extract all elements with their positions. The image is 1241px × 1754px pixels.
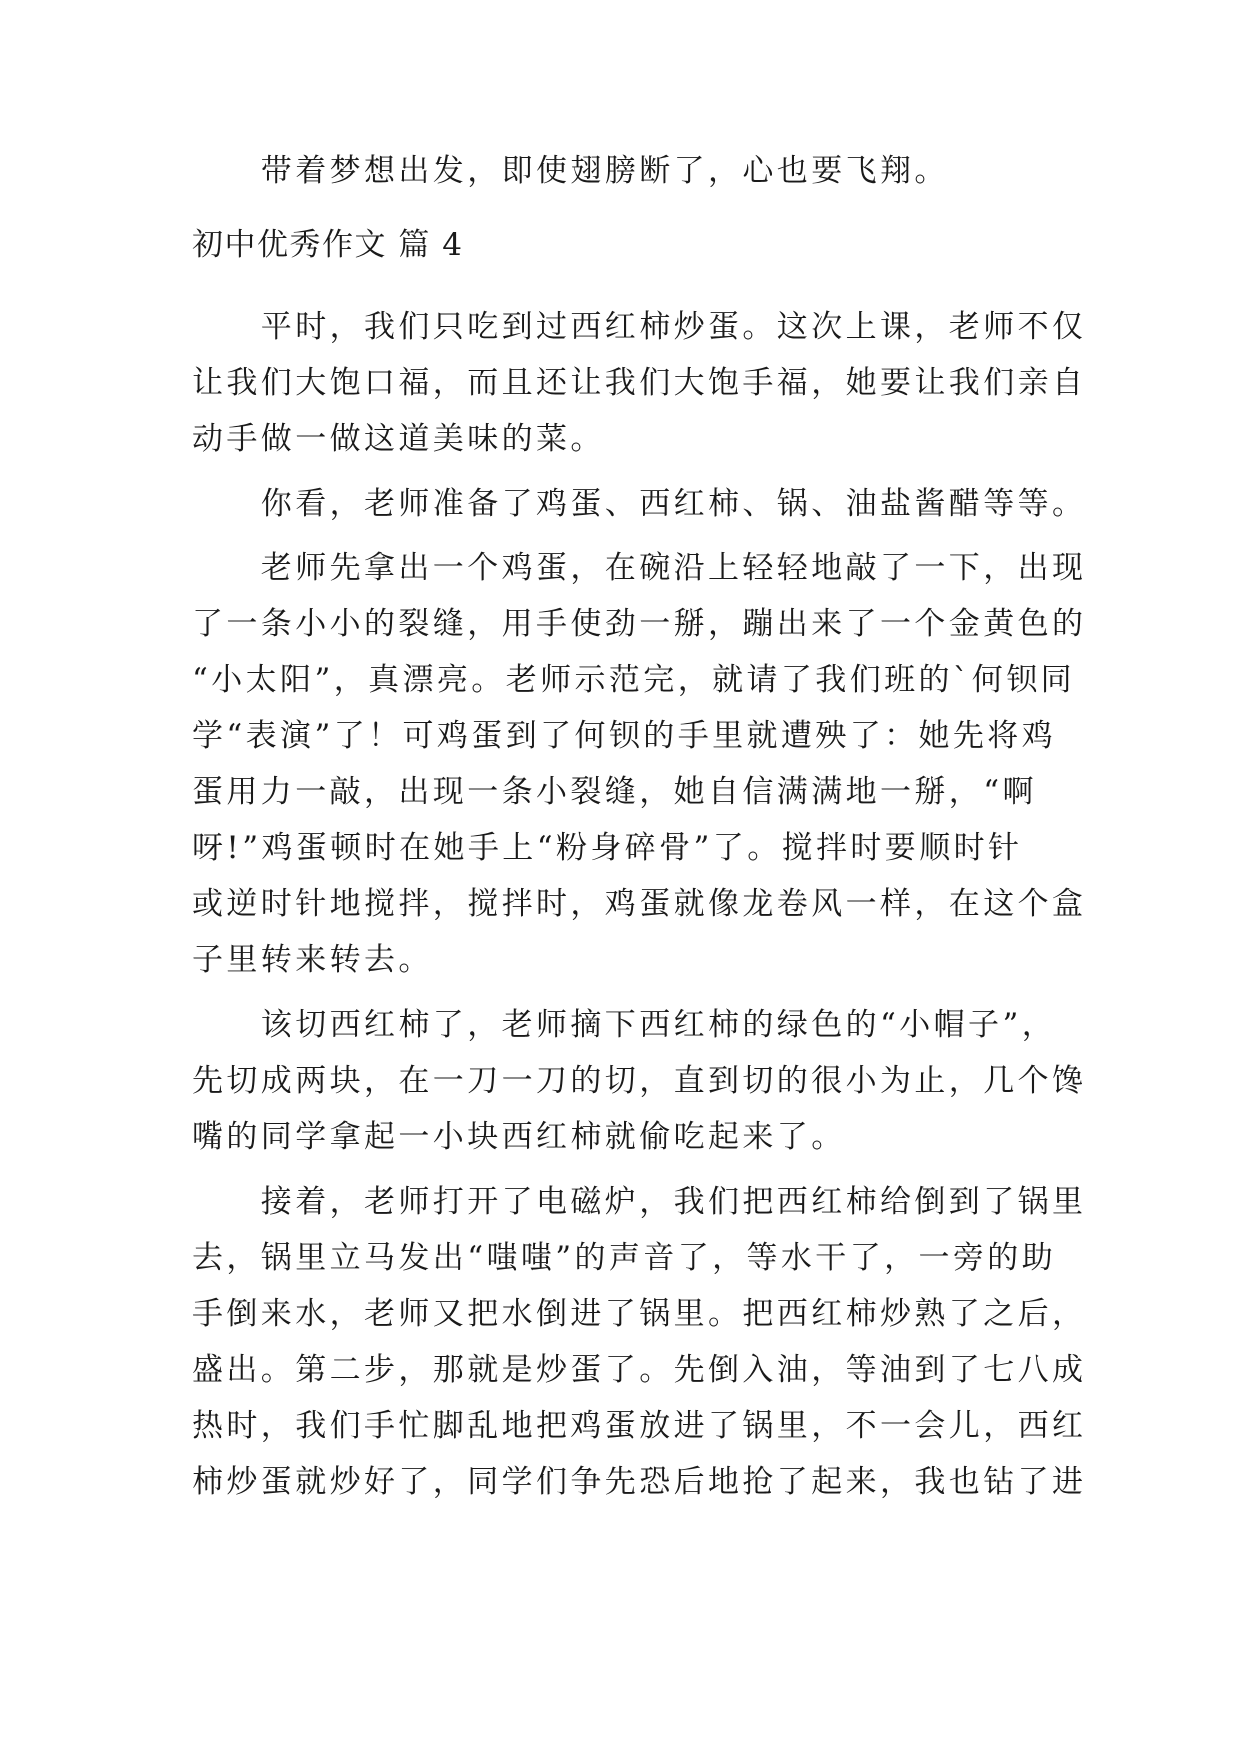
paragraph-line: 接着，老师打开了电磁炉，我们把西红柿给倒到了锅里 [192,1184,1087,1220]
paragraph-line: 平时，我们只吃到过西红柿炒蛋。这次上课，老师不仅 [192,309,1087,345]
section-heading: 初中优秀作文 篇 4 [192,227,464,263]
paragraph-line: “小太阳”，真漂亮。老师示范完，就请了我们班的`何钡同 [192,662,1075,698]
paragraph-line: 或逆时针地搅拌，搅拌时，鸡蛋就像龙卷风一样，在这个盒 [192,886,1087,922]
paragraph-line: 学“表演”了！可鸡蛋到了何钡的手里就遭殃了：她先将鸡 [192,718,1057,754]
paragraph-line: 该切西红柿了，老师摘下西红柿的绿色的“小帽子”， [192,1007,1057,1043]
paragraph-line: 带着梦想出发，即使翅膀断了，心也要飞翔。 [192,153,949,189]
paragraph-line: 嘴的同学拿起一小块西红柿就偷吃起来了。 [192,1119,846,1155]
paragraph-line: 子里转来转去。 [192,942,433,978]
paragraph-line: 先切成两块，在一刀一刀的切，直到切的很小为止，几个馋 [192,1063,1087,1099]
paragraph-line: 让我们大饱口福，而且还让我们大饱手福，她要让我们亲自 [192,365,1087,401]
paragraph-line: 你看，老师准备了鸡蛋、西红柿、锅、油盐酱醋等等。 [192,486,1087,522]
paragraph-line: 老师先拿出一个鸡蛋，在碗沿上轻轻地敲了一下，出现 [192,550,1087,586]
paragraph-line: 呀!”鸡蛋顿时在她手上“粉身碎骨”了。搅拌时要顺时针 [192,830,1023,866]
paragraph-line: 柿炒蛋就炒好了，同学们争先恐后地抢了起来，我也钻了进 [192,1464,1087,1500]
paragraph-line: 动手做一做这道美味的菜。 [192,421,605,457]
paragraph-line: 蛋用力一敲，出现一条小裂缝，她自信满满地一掰，“啊 [192,774,1037,810]
paragraph-line: 盛出。第二步，那就是炒蛋了。先倒入油，等油到了七八成 [192,1352,1087,1388]
paragraph-line: 了一条小小的裂缝，用手使劲一掰，蹦出来了一个金黄色的 [192,606,1087,642]
paragraph-line: 去，锅里立马发出“嗤嗤”的声音了，等水干了，一旁的助 [192,1240,1057,1276]
paragraph-line: 手倒来水，老师又把水倒进了锅里。把西红柿炒熟了之后， [192,1296,1087,1332]
paragraph-line: 热时，我们手忙脚乱地把鸡蛋放进了锅里，不一会儿，西红 [192,1408,1087,1444]
